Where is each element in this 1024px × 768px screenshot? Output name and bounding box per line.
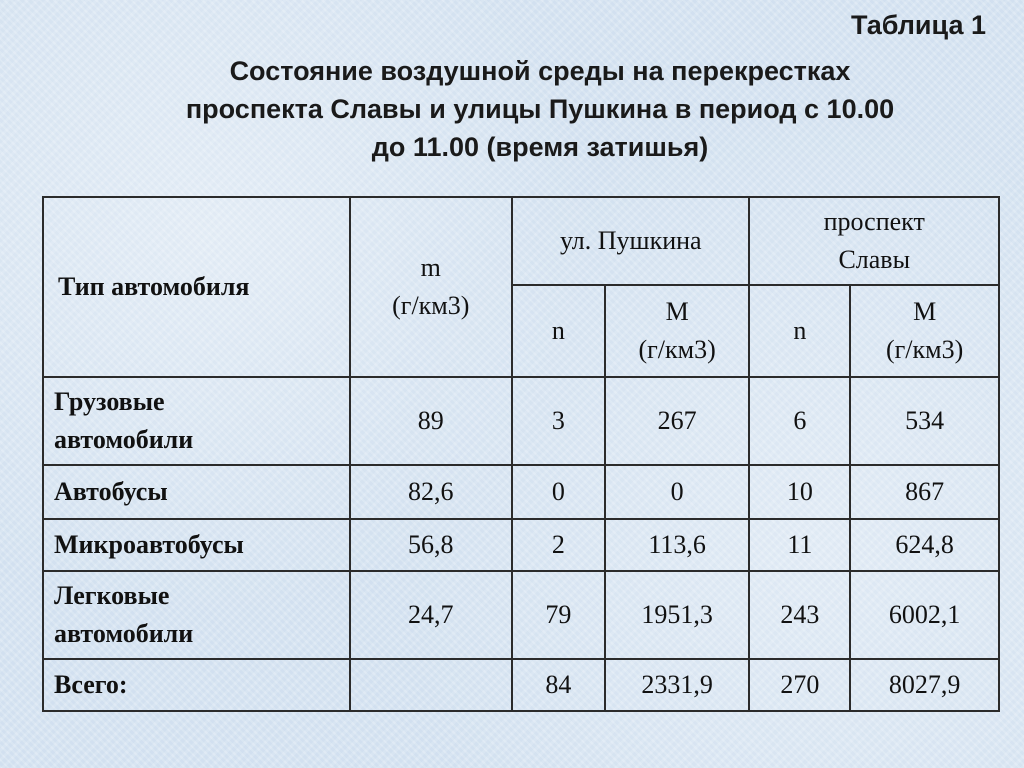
header-M-pushkina-unit: (г/км3) xyxy=(638,335,716,364)
cell-M-slavy: 867 xyxy=(850,465,999,519)
row-label-line1: Легковые xyxy=(54,581,170,610)
cell-M-slavy: 8027,9 xyxy=(850,659,999,711)
header-m-unit: (г/км3) xyxy=(392,291,470,320)
header-n-pushkina: n xyxy=(512,285,605,377)
cell-M-pushkina: 0 xyxy=(605,465,750,519)
cell-n-slavy: 243 xyxy=(749,571,850,659)
cell-M-pushkina: 1951,3 xyxy=(605,571,750,659)
row-label: Автобусы xyxy=(43,465,350,519)
cell-n-slavy: 11 xyxy=(749,519,850,571)
cell-n-pushkina: 84 xyxy=(512,659,605,711)
cell-m: 56,8 xyxy=(350,519,513,571)
header-vehicle-type: Тип автомобиля xyxy=(43,197,350,377)
cell-M-pushkina: 113,6 xyxy=(605,519,750,571)
header-M-pushkina-symbol: М xyxy=(665,297,689,326)
header-group-slavy xyxy=(749,197,999,285)
header-m xyxy=(350,197,513,377)
table-row xyxy=(43,571,999,659)
title-line-1: Состояние воздушной среды на перекрестках xyxy=(229,56,851,86)
cell-n-pushkina: 2 xyxy=(512,519,605,571)
row-label xyxy=(43,571,350,659)
cell-n-slavy: 10 xyxy=(749,465,850,519)
table-row xyxy=(43,465,999,519)
table-row xyxy=(43,377,999,465)
cell-M-slavy: 624,8 xyxy=(850,519,999,571)
cell-n-pushkina: 0 xyxy=(512,465,605,519)
cell-M-pushkina: 267 xyxy=(605,377,750,465)
cell-n-slavy: 270 xyxy=(749,659,850,711)
cell-M-slavy: 534 xyxy=(850,377,999,465)
header-n-slavy: n xyxy=(749,285,850,377)
air-quality-table xyxy=(42,196,1000,712)
cell-m: 24,7 xyxy=(350,571,513,659)
title-line-3: до 11.00 (время затишья) xyxy=(371,132,709,162)
row-label: Микроавтобусы xyxy=(43,519,350,571)
cell-M-pushkina: 2331,9 xyxy=(605,659,750,711)
title-line-2: проспекта Славы и улицы Пушкина в период с 10.00 xyxy=(185,94,895,124)
row-label-line2: автомобили xyxy=(54,619,194,648)
header-m-symbol: m xyxy=(420,253,441,282)
cell-M-slavy: 6002,1 xyxy=(850,571,999,659)
table-header-row-1 xyxy=(43,197,999,285)
cell-n-slavy: 6 xyxy=(749,377,850,465)
header-group-pushkina: ул. Пушкина xyxy=(512,197,749,285)
page-title xyxy=(60,52,1020,166)
cell-n-pushkina: 79 xyxy=(512,571,605,659)
cell-m xyxy=(350,659,513,711)
header-group-slavy-line1: проспект xyxy=(823,207,925,236)
cell-m: 89 xyxy=(350,377,513,465)
row-label-line2: автомобили xyxy=(54,425,194,454)
row-label-total: Всего: xyxy=(43,659,350,711)
table-total-row xyxy=(43,659,999,711)
row-label-line1: Грузовые xyxy=(54,387,165,416)
row-label xyxy=(43,377,350,465)
header-M-slavy-symbol: М xyxy=(913,297,937,326)
header-group-slavy-line2: Славы xyxy=(838,245,911,274)
header-M-slavy xyxy=(850,285,999,377)
header-M-pushkina xyxy=(605,285,750,377)
cell-n-pushkina: 3 xyxy=(512,377,605,465)
header-M-slavy-unit: (г/км3) xyxy=(885,335,964,364)
table-number-label: Таблица 1 xyxy=(850,10,986,40)
table-row xyxy=(43,519,999,571)
cell-m: 82,6 xyxy=(350,465,513,519)
